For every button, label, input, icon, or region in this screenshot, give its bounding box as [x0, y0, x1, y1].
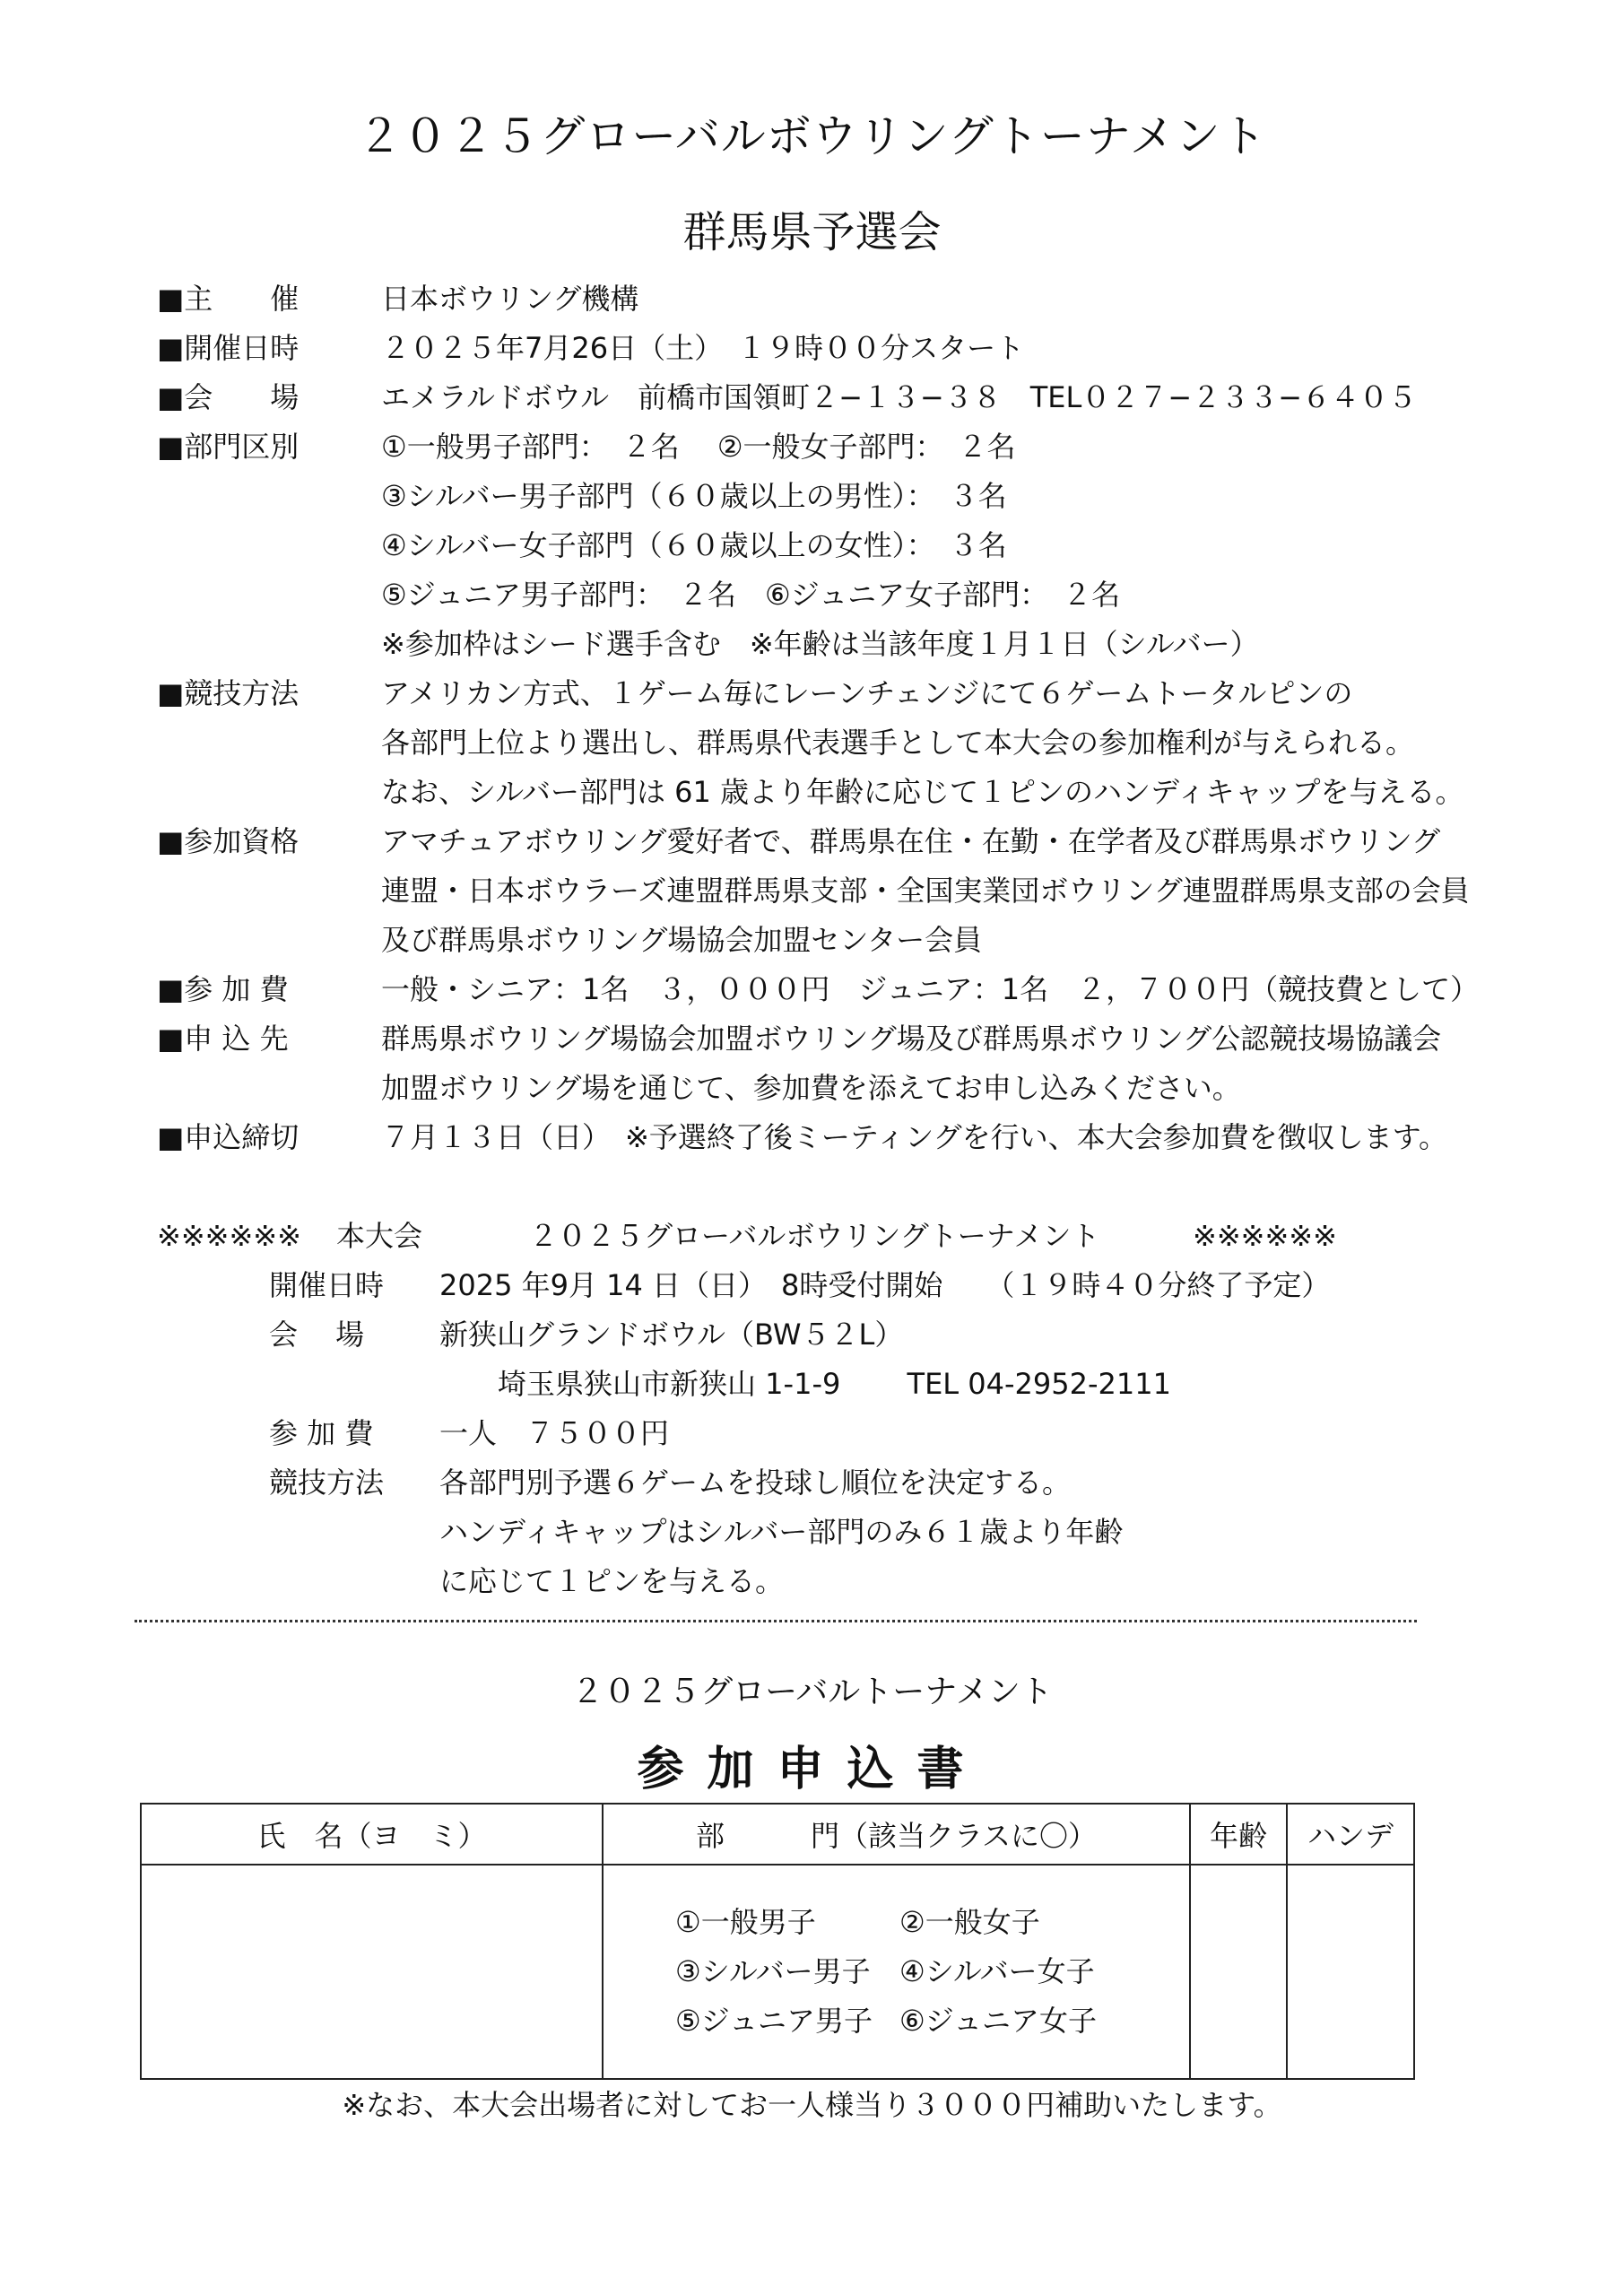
- info-value-fee: 一般・シニア：1名 ３，０００円 ジュニア：1名 ２，７００円（競技費として）: [381, 972, 1480, 1006]
- age-field[interactable]: [1190, 1865, 1287, 2079]
- info-value-divisions-4: ⑤ジュニア男子部門： ２名 ⑥ジュニア女子部門： ２名: [381, 578, 1121, 612]
- info-value-divisions-3: ④シルバー女子部門（６０歳以上の女性）： ３名: [381, 528, 1007, 562]
- handicap-field[interactable]: [1287, 1865, 1414, 2079]
- main-event-stars-right: ※※※※※※: [1193, 1219, 1337, 1253]
- info-label-organizer: ■主 催: [157, 282, 300, 316]
- info-value-eligibility-2: 連盟・日本ボウラーズ連盟群馬県支部・全国実業団ボウリング連盟群馬県支部の会員: [381, 874, 1470, 908]
- info-value-organizer: 日本ボウリング機構: [381, 282, 639, 316]
- main-event-label-method: 競技方法: [269, 1465, 385, 1500]
- info-value-eligibility-1: アマチュアボウリング愛好者で、群馬県在住・在勤・在学者及び群馬県ボウリング: [381, 824, 1441, 858]
- main-event-stars-left: ※※※※※※: [157, 1219, 301, 1253]
- division-option-silver-women[interactable]: ④シルバー女子: [899, 1954, 1095, 1988]
- main-event-label-date: 開催日時: [269, 1268, 385, 1302]
- form-title: ２０２５グローバルトーナメント: [571, 1674, 1053, 1710]
- subsidy-note: ※なお、本大会出場者に対してお一人様当り３０００円補助いたします。: [342, 2088, 1282, 2122]
- header-division: 部 門（該当クラスに〇）: [603, 1804, 1190, 1865]
- main-event-label-fee: 参 加 費: [269, 1416, 374, 1450]
- page-subtitle: 群馬県予選会: [682, 207, 942, 257]
- header-name: 氏 名（ヨ ミ）: [141, 1804, 603, 1865]
- page-title: ２０２５グローバルボウリングトーナメント: [357, 110, 1267, 162]
- main-event-value-date: 2025 年9月 14 日（日） 8時受付開始 （１９時４０分終了予定）: [439, 1268, 1331, 1302]
- info-label-date: ■開催日時: [157, 331, 300, 365]
- header-handicap: ハンデ: [1287, 1804, 1414, 1865]
- main-event-value-method-1: 各部門別予選６ゲームを投球し順位を決定する。: [439, 1465, 1072, 1500]
- division-option-junior-men[interactable]: ⑤ジュニア男子: [675, 2004, 873, 2038]
- info-value-deadline: ７月１３日（日） ※予選終了後ミーティングを行い、本大会参加費を徴収します。: [381, 1120, 1448, 1154]
- info-label-eligibility: ■参加資格: [157, 824, 300, 858]
- division-option-silver-men[interactable]: ③シルバー男子: [675, 1954, 871, 1988]
- info-label-divisions: ■部門区別: [157, 430, 300, 464]
- info-value-venue: エメラルドボウル 前橋市国領町２−１３−３８ TEL０２７−２３３−６４０５: [381, 380, 1417, 414]
- info-value-divisions-1: ①一般男子部門： ２名 ②一般女子部門： ２名: [381, 430, 1016, 464]
- division-option-junior-women[interactable]: ⑥ジュニア女子: [899, 2004, 1098, 2038]
- info-value-apply-1: 群馬県ボウリング場協会加盟ボウリング場及び群馬県ボウリング公認競技場協議会: [381, 1022, 1442, 1056]
- info-label-apply: ■申 込 先: [157, 1022, 289, 1056]
- info-value-method-2: 各部門上位より選出し、群馬県代表選手として本大会の参加権利が与えられる。: [381, 726, 1415, 760]
- main-event-value-fee: 一人 ７５００円: [439, 1416, 670, 1450]
- info-value-divisions-note: ※参加枠はシード選手含む ※年齢は当該年度１月１日（シルバー）: [381, 627, 1259, 661]
- main-event-value-address: 埼玉県狭山市新狭山 1-1-9 TEL 04-2952-2111: [498, 1367, 1171, 1401]
- info-value-method-3: なお、シルバー部門は 61 歳より年齢に応じて１ピンのハンディキャップを与える。: [381, 775, 1464, 809]
- division-options: [603, 1865, 1190, 2079]
- division-option-women[interactable]: ②一般女子: [899, 1905, 1040, 1939]
- info-value-eligibility-3: 及び群馬県ボウリング場協会加盟センター会員: [381, 923, 983, 957]
- main-event-label-venue: 会 場: [269, 1318, 365, 1352]
- main-event-value-method-2: ハンディキャップはシルバー部門のみ６１歳より年齢: [439, 1515, 1124, 1549]
- main-event-value-venue: 新狭山グランドボウル（BW５２L）: [439, 1318, 904, 1352]
- info-label-fee: ■参 加 費: [157, 972, 289, 1006]
- cut-line-divider: [135, 1620, 1417, 1622]
- info-value-apply-2: 加盟ボウリング場を通じて、参加費を添えてお申し込みください。: [381, 1071, 1241, 1105]
- main-event-value-method-3: に応じて１ピンを与える。: [439, 1564, 785, 1598]
- info-label-deadline: ■申込締切: [157, 1120, 300, 1154]
- division-option-men[interactable]: ①一般男子: [675, 1905, 816, 1939]
- main-event-name: ２０２５グローバルボウリングトーナメント: [529, 1219, 1100, 1253]
- application-form-table: [140, 1803, 1415, 2080]
- form-heading: 参加申込書: [637, 1743, 987, 1796]
- info-label-venue: ■会 場: [157, 380, 300, 414]
- info-label-method: ■競技方法: [157, 676, 300, 710]
- info-value-method-1: アメリカン方式、１ゲーム毎にレーンチェンジにて６ゲームトータルピンの: [381, 676, 1353, 710]
- info-value-divisions-2: ③シルバー男子部門（６０歳以上の男性）： ３名: [381, 479, 1007, 513]
- main-event-label: 本大会: [336, 1219, 423, 1253]
- name-field[interactable]: [141, 1865, 603, 2079]
- header-age: 年齢: [1190, 1804, 1287, 1865]
- info-value-date: ２０２５年7月26日（土） １９時００分スタート: [381, 331, 1025, 365]
